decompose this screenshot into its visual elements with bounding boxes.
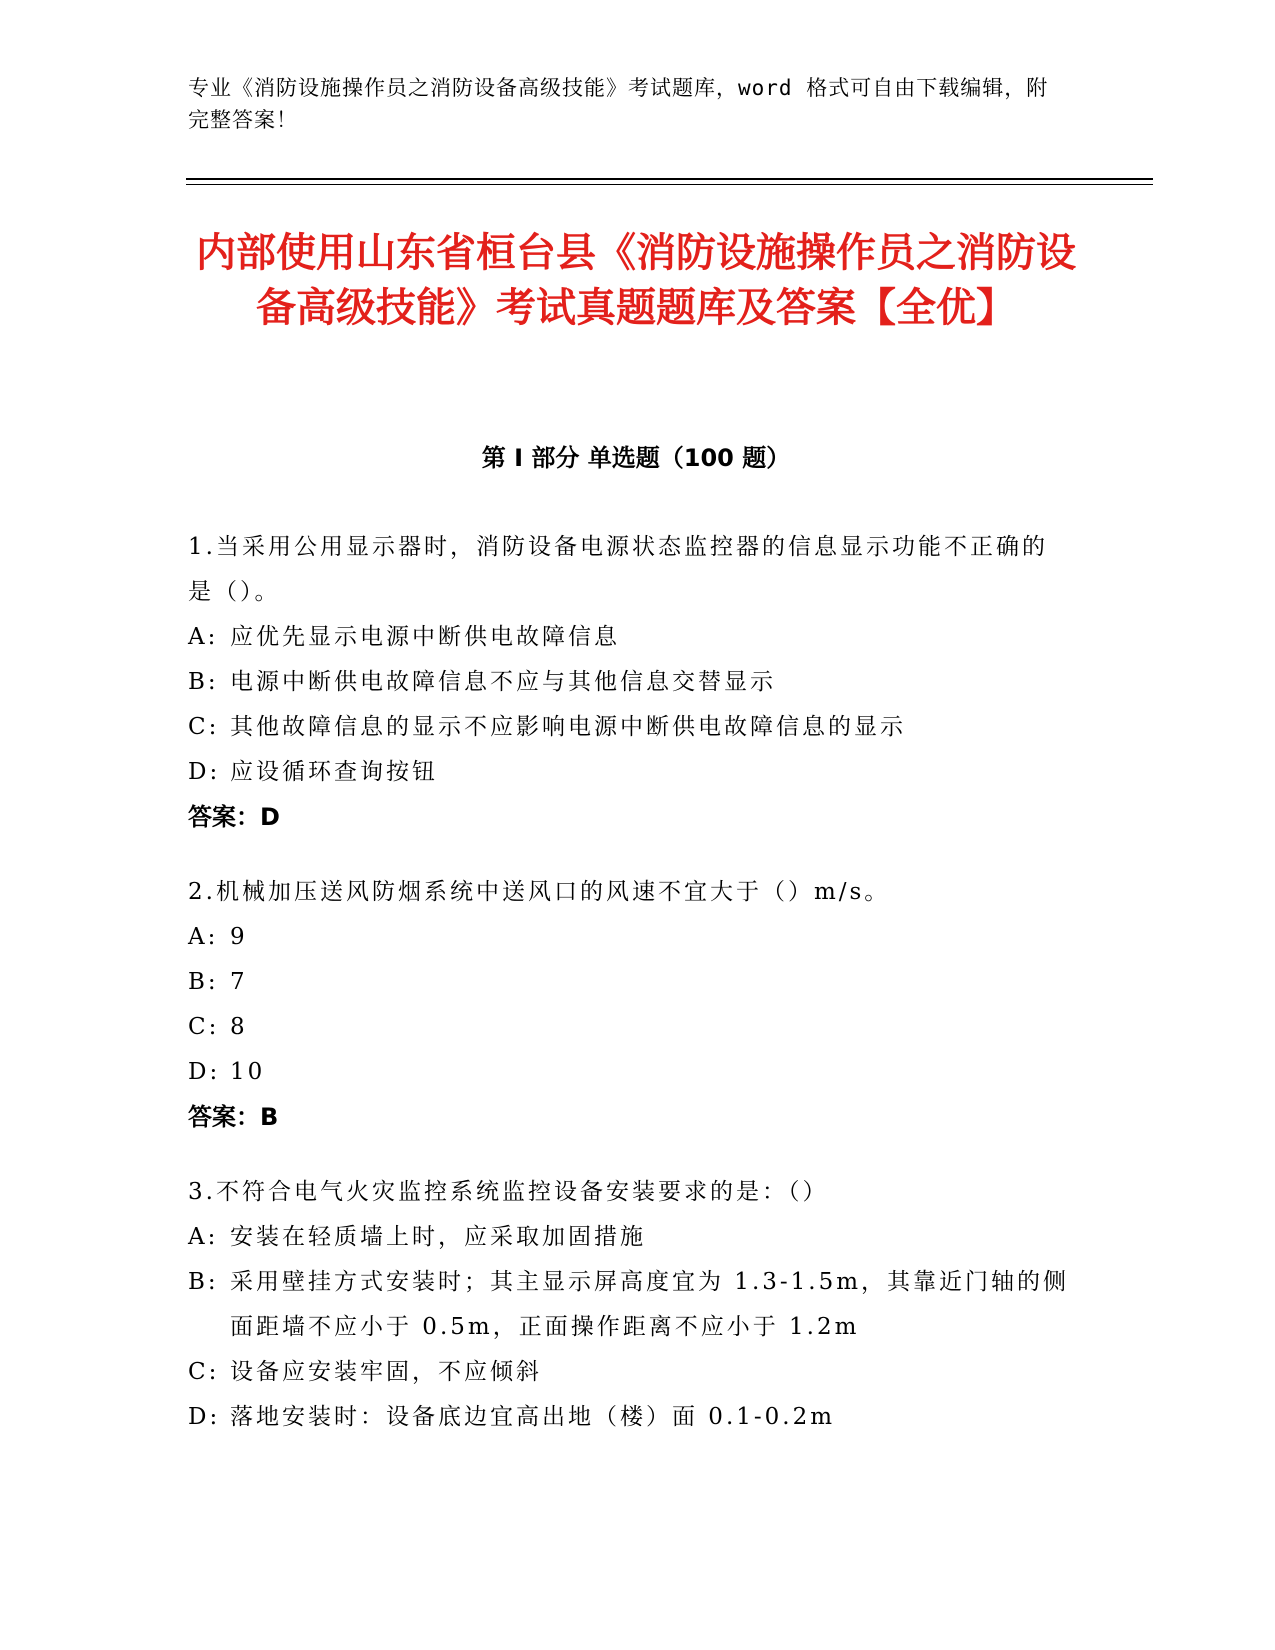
header-divider-thick (186, 178, 1153, 180)
option-text: 应设循环查询按钮 (230, 759, 438, 785)
option-letter: C: (188, 714, 220, 740)
question-1 (188, 525, 1088, 840)
option-b (188, 660, 1088, 705)
question-3 (188, 1170, 1088, 1440)
option-text: 7 (230, 969, 248, 995)
option-d (188, 1395, 1088, 1440)
option-letter: C: (188, 1014, 220, 1040)
option-a (188, 615, 1088, 660)
option-c (188, 705, 1088, 750)
option-c (188, 1005, 1088, 1050)
option-text: 其他故障信息的显示不应影响电源中断供电故障信息的显示 (230, 714, 906, 740)
option-letter: D: (188, 759, 221, 785)
header-divider-thin (186, 184, 1153, 185)
option-c (188, 1350, 1088, 1395)
question-stem: 2.机械加压送风防烟系统中送风口的风速不宜大于（）m/s。 (188, 879, 891, 905)
option-b (188, 1260, 1088, 1350)
option-text: 设备应安装牢固，不应倾斜 (230, 1359, 542, 1385)
option-a (188, 1215, 1088, 1260)
option-text: 安装在轻质墙上时，应采取加固措施 (230, 1224, 646, 1250)
option-text: 电源中断供电故障信息不应与其他信息交替显示 (230, 669, 776, 695)
header-note: 专业《消防设施操作员之消防设备高级技能》考试题库，word 格式可自由下载编辑，附完整答案！ (188, 76, 1049, 132)
document-title: 内部使用山东省桓台县《消防设施操作员之消防设备高级技能》考试真题题库及答案【全优】 (196, 230, 1076, 331)
question-stem: 3.不符合电气火灾监控系统监控设备安装要求的是：（） (188, 1179, 829, 1205)
option-letter: B: (188, 669, 219, 695)
section-title: 第 I 部分 单选题（100 题） (481, 444, 791, 472)
option-text: 应优先显示电源中断供电故障信息 (230, 624, 620, 650)
option-letter: A: (188, 924, 219, 950)
question-list (188, 525, 1088, 1470)
option-text: 8 (230, 1014, 248, 1040)
question-stem: 1.当采用公用显示器时，消防设备电源状态监控器的信息显示功能不正确的是（）。 (188, 534, 1048, 605)
option-letter: A: (188, 1224, 219, 1250)
answer: 答案：D (188, 803, 280, 831)
answer: 答案：B (188, 1103, 279, 1131)
option-letter: D: (188, 1404, 221, 1430)
option-text: 落地安装时：设备底边宜高出地（楼）面 0.1-0.2m (230, 1404, 836, 1430)
option-d (188, 750, 1088, 795)
option-b (188, 960, 1088, 1005)
option-text: 9 (230, 924, 248, 950)
question-2 (188, 870, 1088, 1140)
option-letter: B: (188, 1269, 219, 1295)
option-text: 采用壁挂方式安装时；其主显示屏高度宜为 1.3-1.5m，其靠近门轴的侧面距墙不应小于 0.5m，正面操作距离不应小于 1.2m (230, 1269, 1070, 1340)
option-d (188, 1050, 1088, 1095)
option-a (188, 915, 1088, 960)
option-text: 10 (230, 1059, 266, 1085)
option-letter: A: (188, 624, 219, 650)
option-letter: B: (188, 969, 219, 995)
option-letter: D: (188, 1059, 221, 1085)
option-letter: C: (188, 1359, 220, 1385)
